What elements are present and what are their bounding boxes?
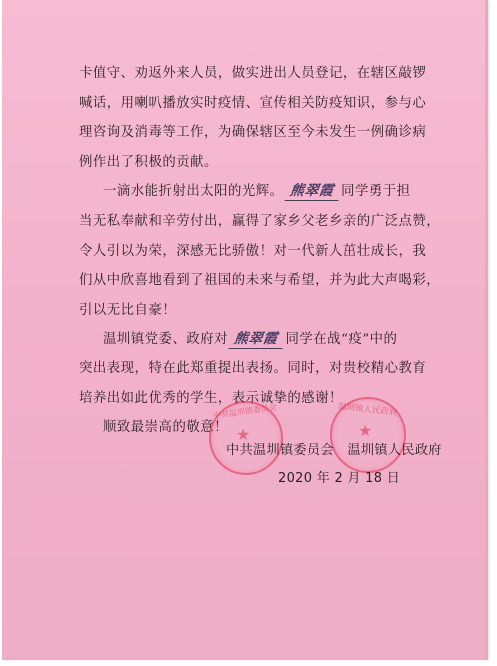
paragraph-2-tail: 同学勇于担 — [341, 184, 411, 199]
body-line-6: 当无私奉献和辛劳付出，赢得了家乡父老乡亲的广泛点赞， — [79, 214, 441, 229]
party-seal-text: 中共温圳镇委员会 — [212, 402, 278, 421]
paragraph-2-lead: 一滴水能折射出太阳的光辉。 — [103, 184, 284, 199]
paragraph-3-first-line — [103, 328, 397, 349]
closing-line: 顺致最崇高的敬意！ — [103, 420, 229, 435]
signatories: 中共温圳镇委员会 温圳镇人民政府 — [226, 443, 442, 458]
body-line-1: 卡值守、劝返外来人员，做实进出人员登记，在辖区敲锣 — [79, 66, 427, 81]
body-line-11: 突出表现，特在此郑重提出表扬。同时，对贵校精心教育 — [79, 361, 427, 376]
paragraph-3-lead: 温圳镇党委、政府对 — [103, 332, 229, 347]
government-seal-text: 温圳镇人民政府 — [337, 401, 398, 419]
body-line-12: 培养出如此优秀的学生，表示诚挚的感谢！ — [79, 391, 343, 406]
letter-sheet — [2, 0, 488, 660]
body-line-4: 例作出了积极的贡献。 — [79, 155, 218, 170]
handwritten-student-name: 熊翠霞 — [284, 180, 340, 201]
body-line-2: 喊话，用喇叭播放实时疫情、宣传相关防疫知识，参与心 — [79, 96, 427, 111]
letter-date: 2020 年 2 月 18 日 — [278, 471, 401, 486]
paragraph-3-tail: 同学在战“疫”中的 — [285, 332, 398, 347]
paragraph-2-first-line — [103, 180, 411, 201]
handwritten-student-name-2: 熊翠霞 — [229, 328, 285, 349]
body-line-7: 令人引以为荣，深感无比骄傲！对一代新人茁壮成长，我 — [79, 244, 427, 259]
body-line-8: 们从中欣喜地看到了祖国的未来与希望，并为此大声喝彩， — [79, 273, 441, 288]
body-line-3: 理咨询及消毒等工作，为确保辖区至今未发生一例确诊病 — [79, 125, 427, 140]
body-line-9: 引以无比自豪！ — [79, 303, 177, 318]
party-seal-star-icon: ★ — [236, 425, 251, 444]
government-seal-star-icon: ★ — [358, 421, 373, 440]
